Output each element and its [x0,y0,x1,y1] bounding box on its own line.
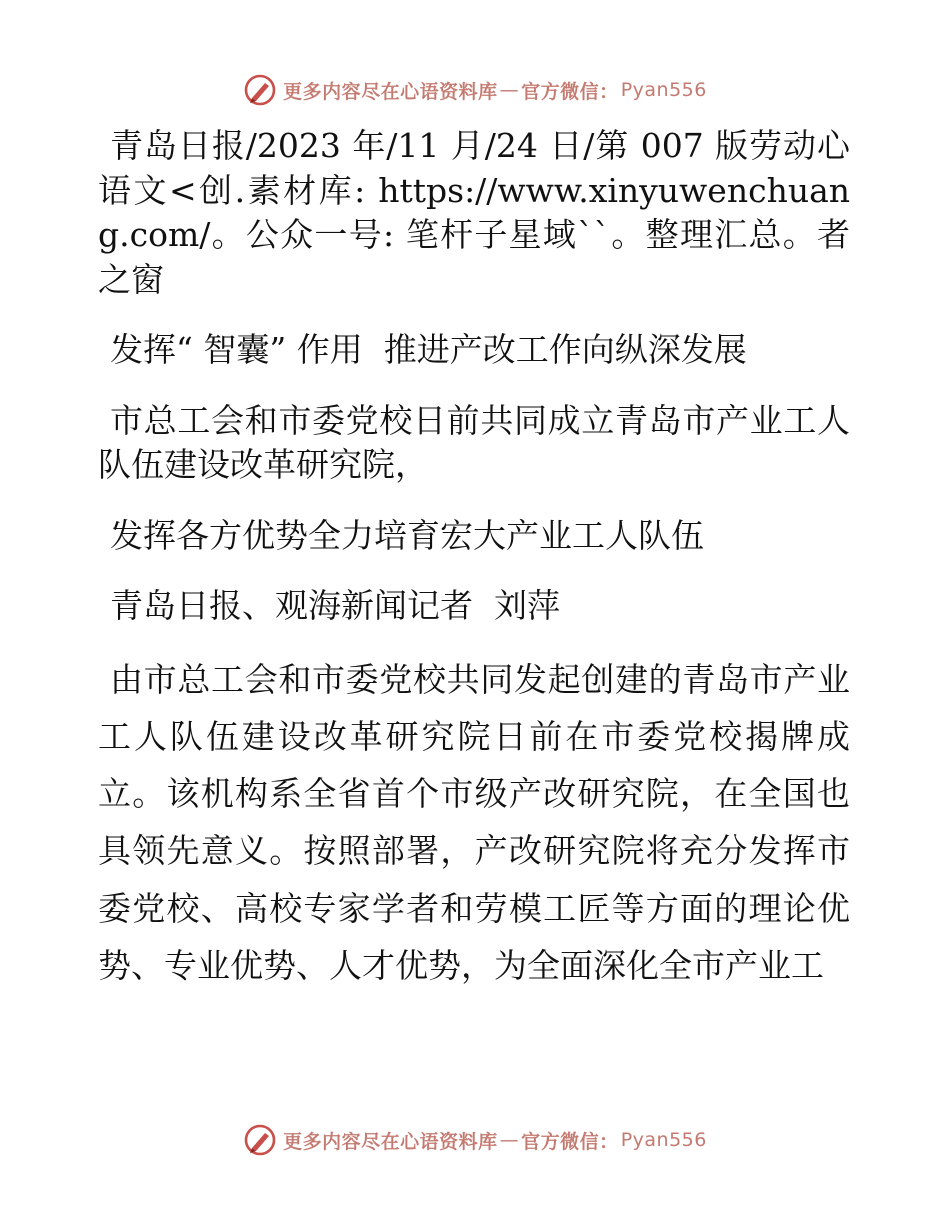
banner-wechat-label: 官方微信： [521,1130,619,1153]
banner-separator: — [499,1129,520,1151]
banner-main-text: 更多内容尽在心语资料库 [283,1130,498,1153]
banner-wechat-label: 官方微信： [521,80,619,103]
document-body [98,124,850,1020]
body-paragraph: 由市总工会和市委党校共同发起创建的青岛市产业工人队伍建设改革研究院日前在市委党校揭牌成立。该机构系全省首个市级产改研究院，在全国也具领先意义。按照部署，产改研究院将充分发挥市委党校、高校专家学者和劳模工匠等方面的理论优势、专业优势、人才优势，为全面深化全市产业工 [98,659,850,985]
header-watermark-banner [0,70,950,110]
footer-watermark-banner [0,1120,950,1160]
banner-wechat-id: Pyan556 [620,1129,707,1151]
headline-intro: 发挥“ 智囊” 作用 推进产改工作向纵深发展 [110,330,747,369]
banner-main-text: 更多内容尽在心语资料库 [283,80,498,103]
byline: 青岛日报、观海新闻记者 刘萍 [110,586,560,625]
source-line-paragraph: 青岛日报/2023 年/11 月/24 日/第 007 版劳动心语文<创.素材库: https://www.xinyuwenchuang.com/。公众一号: 笔杆子星域``。整理汇总。者之窗 [98,126,850,299]
headline-main: 市总工会和市委党校日前共同成立青岛市产业工人队伍建设改革研究院， [98,400,850,484]
pen-logo-icon [243,1123,277,1157]
headline-sub: 发挥各方优势全力培育宏大产业工人队伍 [110,515,704,555]
pen-logo-icon [243,73,277,107]
banner-separator: — [499,79,520,101]
banner-wechat-id: Pyan556 [620,79,707,101]
